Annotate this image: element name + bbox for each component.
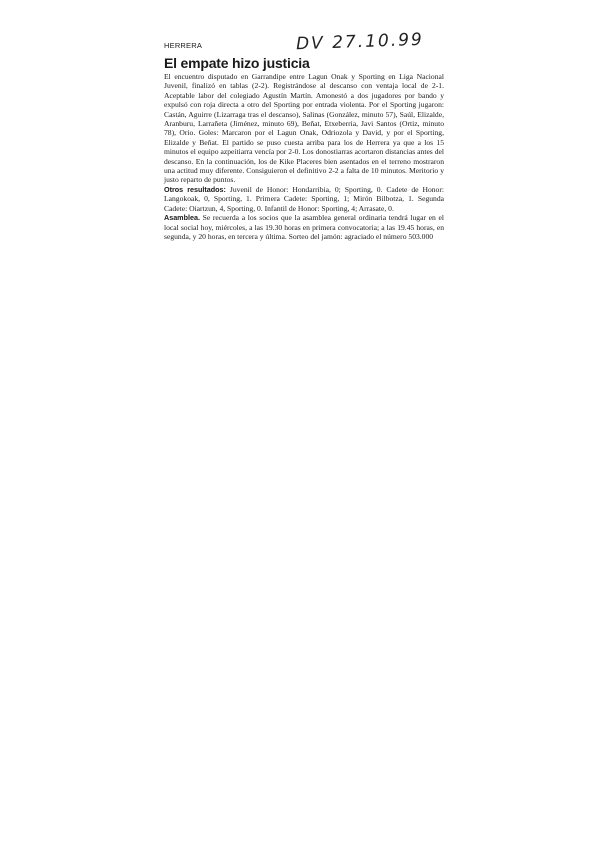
assembly-notice xyxy=(164,213,444,241)
newspaper-clipping xyxy=(164,29,444,241)
handwritten-date-stamp: DV 27.10.99 xyxy=(295,29,425,55)
article-paragraph: El encuentro disputado en Garrandipe entre Lagun Onak y Sporting en Liga Nacional Juvenil, finalizó en tablas (2-2). Registrándose al descanso con ventaja local de 2-1. Aceptable labor del colegiado Agustín Martín. Amonestó a dos jugadores por bando y expulsó con roja directa a otro del Sporting por entrada violenta. Por el Sporting jugaron: Castán, Aguirre (Lizarraga tras el descanso), Salinas (González, minuto 57), Saúl, Elizalde, Aranburu, Larrañeta (Jiménez, minuto 69), Beñat, Etxeberria, Javi Santos (Ortiz, minuto 78), Orio. Goles: Marcaron por el Lagun Onak, Odriozola y David, y por el Sporting, Elizalde y Beñat. El partido se puso cuesta arriba para los de Herrera ya que a los 15 minutos el equipo azpeitiarra vencía por 2-0. Los donostiarras acortaron distancias antes del descanso. En la continuación, los de Kike Placeres bien asentados en el terreno mostraron una actitud muy diferente. Consiguieron el definitivo 2-2 a falta de 10 minutos. Meritorio y justo reparto de puntos. xyxy=(164,72,444,185)
other-results xyxy=(164,185,444,213)
section-label: HERRERA xyxy=(164,41,203,50)
other-results-text: Juvenil de Honor: Hondarribia, 0; Sporting, 0. Cadete de Honor: Langokoak, 0, Sporting, 1. Primera Cadete: Sporting, 1; Mirón Bilbotza, 1. Segunda Cadete: Oiartzun, 4, Sporting, 0. Infantil de Honor: Sporting, 4; Arrasate, 0. xyxy=(164,184,444,213)
clipping-header xyxy=(164,29,444,56)
article-body xyxy=(164,72,444,241)
assembly-text: Se recuerda a los socios que la asamblea general ordinaria tendrá lugar en el local social hoy, miércoles, a las 19.30 horas en primera convocatoria; a las 19.45 horas, en segunda, y 20 horas, en tercera y última. Sorteo del jamón: agraciado el número 503.000 xyxy=(164,213,444,241)
assembly-label: Asamblea. xyxy=(164,213,200,223)
article-headline: El empate hizo justicia xyxy=(164,55,310,71)
other-results-label: Otros resultados: xyxy=(164,184,226,194)
